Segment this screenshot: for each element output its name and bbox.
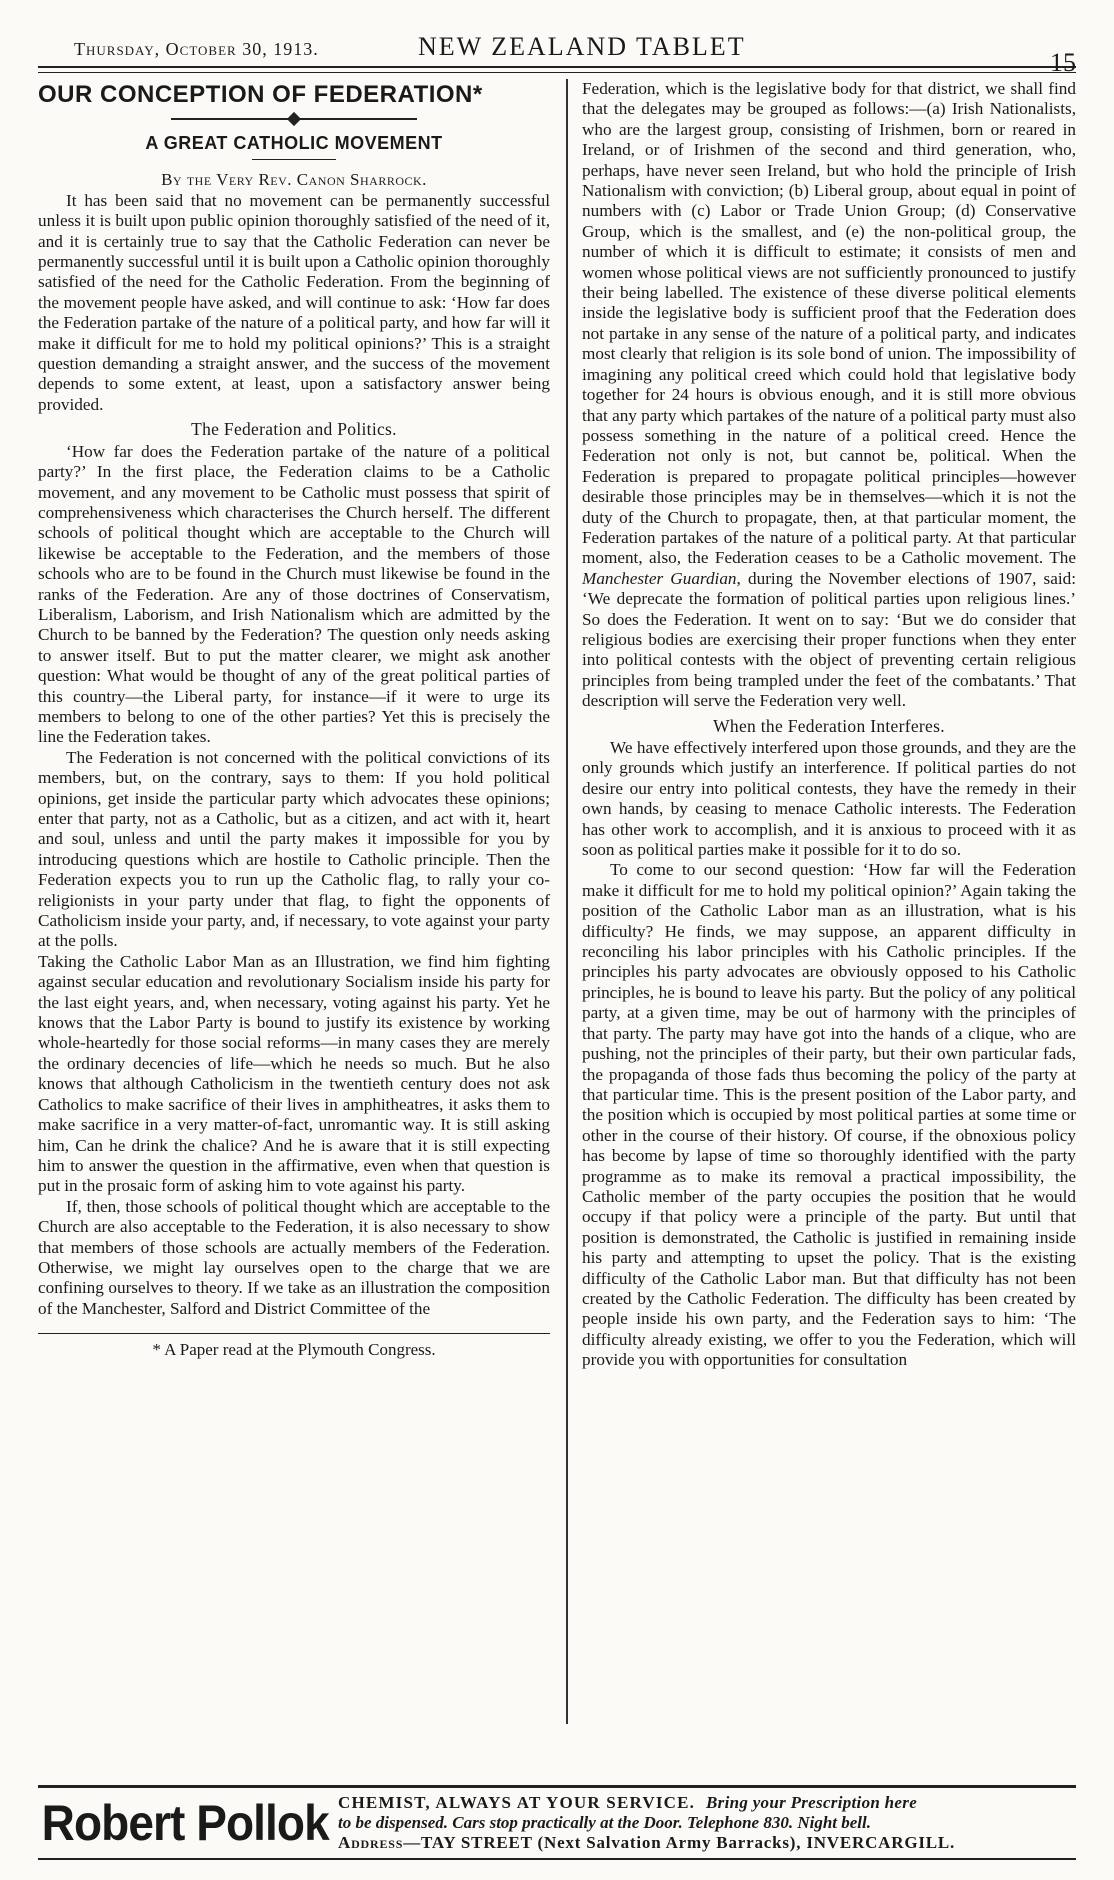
newspaper-name: Manchester Guardian (582, 568, 737, 588)
paragraph: ‘How far does the Federation partake of the nature of a political party?’ In the first place, the Federation claims to be a Catholic movement, and any movement to be Catholic must possess that spirit of comprehensiveness which characterises the Church herself. The different schools of political thought which are acceptable to the Church will likewise be acceptable to the Federation, and the members of those schools who are to be found in the Church must likewise be found in the ranks of the Federation. Are any of those doctrines of Conservatism, Liberalism, Laborism, and Irish Nationalism which are admitted by the Church to be banned by the Federation? The question only needs asking to answer itself. But to put the matter clearer, we might ask another question: What would be thought of any of the great political parties of this country—the Liberal party, for instance—if it were to urge its members to belong to one of the other parties? Yet this is precisely the line the Federation takes. (38, 441, 550, 747)
article-title: OUR CONCEPTION OF FEDERATION* (38, 81, 483, 108)
paragraph-text: , during the November elections of 1907, said: ‘We deprecate the formation of political parties upon religious lines.’ So does the Federation. It went on to say: ‘But we do consider that religious bodies are exercising their proper functions when they enter into political contests with the object of preventing certain religious principles from being trampled under the feet of the combatants.’ That description will serve the Federation very well. (582, 568, 1076, 711)
paragraph (582, 79, 1076, 712)
page-header (38, 30, 1076, 77)
article-subtitle: A GREAT CATHOLIC MOVEMENT (145, 133, 443, 153)
subheading: When the Federation Interferes. (713, 715, 945, 736)
footnote-rule (38, 1333, 550, 1334)
paragraph-text: Federation, which is the legislative body for that district, we shall find that the delegates may be grouped as follows:—(a) Irish Nationalists, who are the largest group, consisting of Irishmen, born or reared in Ireland, or of Irishmen of the second and third generation, who, perhaps, have never seen Ireland, but who hold the principle of Irish Nationalism with conviction; (b) Liberal group, about equal in point of numbers with (c) Labor or Trade Union Group; (d) Conservative Group, which is the smallest, and (e) the non-political group, the number of which it is difficult to estimate; it consists of men and women whose political views are not sufficiently pronounced to justify their being labelled. The existence of these diverse political elements inside the legislative body is sufficient proof that the Federation does not partake in any sense of the nature of a political party, and indicates most clearly that religion is its sole bond of union. The impossibility of imagining any political creed which could hold that legislative body together for 24 hours is obvious enough, and it is still more obvious that any party which partakes of the nature of a political party must also possess something in the nature of a political creed. Hence the Federation not only is not, but cannot be, political. When the Federation is prepared to propagate political principles—however desirable those principles may be in themselves—which it is not the duty of the Church to propagate, then, at that particular moment, the Federation partakes of the nature of a political party. At that particular moment, also, the Federation ceases to be a Catholic movement. The (582, 79, 1076, 568)
paragraph: We have effectively interfered upon those grounds, and they are the only grounds which justify an interference. If political parties do not desire our entry into political contests, they have the remedy in their own hands, by ceasing to menace Catholic interests. The Federation has other work to accomplish, and it is anxious to proceed with it as soon as political parties make it possible for it to do so. (582, 738, 1076, 860)
ad-line-1b: Bring your Prescription here (706, 1793, 918, 1812)
advertisement (38, 1785, 1076, 1860)
title-ornament (38, 111, 550, 127)
address-text: —TAY STREET (Next Salvation Army Barracks), INVERCARGILL. (403, 1833, 956, 1852)
ad-line-1 (338, 1793, 1076, 1813)
page-number: 15 (1050, 48, 1076, 77)
ad-line-3 (338, 1833, 1076, 1853)
advertisement-text (332, 1793, 1076, 1853)
ad-line-1a: CHEMIST, ALWAYS AT YOUR SERVICE. (338, 1793, 696, 1812)
left-column (38, 79, 550, 1361)
subheading: The Federation and Politics. (191, 419, 397, 440)
paragraph: To come to our second question: ‘How far will the Federation make it difficult for me to hold my political opinion?’ Again taking the position of the Catholic Labor man as an illustration, what is his difficulty? He finds, we may suppose, an apparent difficulty in reconciling his labor principles with his Catholic principles. If the principles his party advocates are obviously opposed to his Catholic principles, he is bound to leave his party. But the policy of any political party, at a given time, may be out of harmony with the principles of that party. The party may have got into the hands of a clique, who are pushing, not the principles of their party, but their own particular fads, the propaganda of those fads thus becoming the policy of the party at that particular time. This is the present position of the Labor party, and the position which is occupied by most political parties at some time or other in the course of their history. Of course, if the obnoxious policy has become by lapse of time so thoroughly identified with the party programme as to make its removal a practical impossibility, the Catholic member of the party occupies the position that he would occupy if that policy were a principle of the party. But until that position is demonstrated, the Catholic is justified in remaining inside his party and attempting to upset the policy. That is the existing difficulty of the Catholic Labor man. But that difficulty has not been created by the Catholic Federation. The difficulty has been created by people inside his own party, and the Federation says to him: ‘The difficulty already existing, we offer to you the Federation, which will provide you with opportunities for consultation (582, 860, 1076, 1370)
advertiser-name: Robert Pollok (41, 1795, 329, 1851)
issue-date: Thursday, October 30, 1913. (74, 39, 319, 59)
address-label: Address (338, 1833, 404, 1852)
newspaper-title: NEW ZEALAND TABLET (418, 32, 746, 61)
paragraph: The Federation is not concerned with the political convictions of its members, but, on the contrary, says to them: If you hold political opinions, get inside the particular party which advocates these opinions; enter that party, not as a Catholic, but as a citizen, and act with it, heart and soul, unless and until the party makes it impossible for you by introducing questions which are hostile to Catholic principle. Then the Federation expects you to run up the Catholic flag, to rally your co-religionists in your party under that flag, to fight the opponents of Catholicism inside your party, and, if necessary, to vote against your party at the polls. (38, 747, 550, 951)
right-column (582, 79, 1076, 1371)
byline: By the Very Rev. Canon Sharrock. (161, 170, 427, 190)
ad-line-2: to be dispensed. Cars stop practically at the Door. Telephone 830. Night bell. (338, 1813, 871, 1832)
newspaper-page (38, 30, 1076, 1733)
footnote: * A Paper read at the Plymouth Congress. (152, 1340, 436, 1360)
column-divider (566, 79, 568, 1724)
paragraph: If, then, those schools of political thought which are acceptable to the Church are also acceptable to the Federation, it is also necessary to show that members of those schools are actually members of the Federation. Otherwise, we might lay ourselves open to the charge that we are confining ourselves to theory. If we take as an illustration the composition of the Manchester, Salford and District Committee of the (38, 1196, 550, 1318)
paragraph: Taking the Catholic Labor Man as an Illustration, we find him fighting against secular education and revolutionary Socialism inside his party for the last eight years, and, when necessary, voting against his party. Yet he knows that the Labor Party is bound to justify its existence by working whole-heartedly for those social reforms—in many cases they are merely the ordinary decencies of life—which he needs so much. But he also knows that although Catholicism in the twentieth century does not ask Catholics to make sacrifice of their lives in amphitheatres, it asks them to make sacrifice in a very matter-of-fact, unromantic way. It is still asking him, Can he drink the chalice? And he is aware that it is still expecting him to answer the question in the affirmative, even when that question is put in the prosaic form of asking him to vote against his party. (38, 951, 550, 1196)
article-columns (38, 73, 1076, 1733)
paragraph: It has been said that no movement can be permanently successful unless it is built upon public opinion thoroughly satisfied of the need of it, and it is certainly true to say that the Catholic Federation can never be permanently successful until it is built upon a Catholic opinion thoroughly satisfied of the need for the Catholic Federation. From the beginning of the movement people have asked, and will continue to ask: ‘How far does the Federation partake of the nature of a political party, and how far will it make it difficult for me to hold my political opinions?’ This is a straight question demanding a straight answer, and the success of the movement depends to some extent, at least, upon a satisfactory answer being provided. (38, 190, 550, 414)
subtitle-rule (252, 159, 336, 160)
